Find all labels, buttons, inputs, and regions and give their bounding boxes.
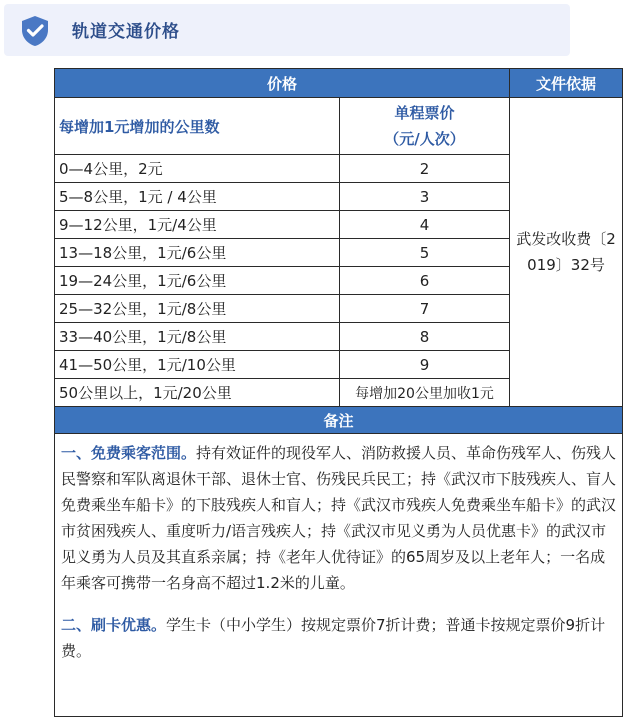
fare-value: 8: [340, 323, 510, 351]
distance-range: 41—50公里，1元/10公里: [55, 351, 340, 379]
paragraph-gap: [61, 596, 616, 612]
doc-basis-line1: 武发改收费〔2: [516, 230, 616, 248]
distance-range: 13—18公里，1元/6公里: [55, 239, 340, 267]
fare-value: 6: [340, 267, 510, 295]
doc-basis-cell: [510, 98, 623, 407]
note2-lead: 二、刷卡优惠。: [61, 616, 167, 634]
section-banner: [4, 4, 570, 56]
fare-value: 3: [340, 183, 510, 211]
note2-text: 学生卡（中小学生）按规定票价7折计费；普通卡按规定票价9折计费。: [61, 616, 606, 660]
notes-body: [55, 434, 623, 717]
distance-range: 0—4公里，2元: [55, 155, 340, 183]
distance-range: 33—40公里，1元/8公里: [55, 323, 340, 351]
distance-range: 5—8公里，1元 / 4公里: [55, 183, 340, 211]
distance-range: 9—12公里，1元/4公里: [55, 211, 340, 239]
section-title: 轨道交通价格: [72, 22, 180, 42]
notes-header: 备注: [55, 407, 623, 434]
shield-check-icon: [18, 14, 52, 48]
doc-column-header: 文件依据: [510, 69, 623, 98]
price-column-header: 价格: [55, 69, 510, 98]
fare-subheader-line1: 单程票价: [394, 104, 455, 122]
fare-value: 9: [340, 351, 510, 379]
km-subheader: 每增加1元增加的公里数: [55, 98, 340, 155]
distance-range: 19—24公里，1元/6公里: [55, 267, 340, 295]
doc-basis-line2: 019〕32号: [527, 256, 605, 274]
fare-subheader-line2: （元/人次）: [384, 130, 465, 148]
fare-value: 7: [340, 295, 510, 323]
note-paragraph-2: [61, 612, 616, 664]
fare-value: 5: [340, 239, 510, 267]
note1-lead: 一、免费乘客范围。: [61, 444, 197, 462]
note1-text: 持有效证件的现役军人、消防救援人员、革命伤残军人、伤残人民警察和军队离退休干部、退休士官、伤残民兵民工；持《武汉市下肢残疾人、盲人免费乘坐车船卡》的下肢残疾人和盲人；持《武汉市残疾人免费乘坐车船卡》的武汉市贫困残疾人、重度听力/语言残疾人；持《武汉市见义勇为人员优惠卡》的武汉市见义勇为人员及其直系亲属；持《老年人优待证》的65周岁及以上老年人；一名成年乘客可携带一名身高不超过1.2米的儿童。: [61, 444, 617, 592]
distance-range: 50公里以上，1元/20公里: [55, 379, 340, 407]
note-paragraph-1: [61, 440, 616, 596]
fare-value: 每增加20公里加收1元: [340, 379, 510, 407]
fare-value: 2: [340, 155, 510, 183]
fare-subheader: [340, 98, 510, 155]
fare-table: [54, 68, 623, 717]
distance-range: 25—32公里，1元/8公里: [55, 295, 340, 323]
fare-value: 4: [340, 211, 510, 239]
